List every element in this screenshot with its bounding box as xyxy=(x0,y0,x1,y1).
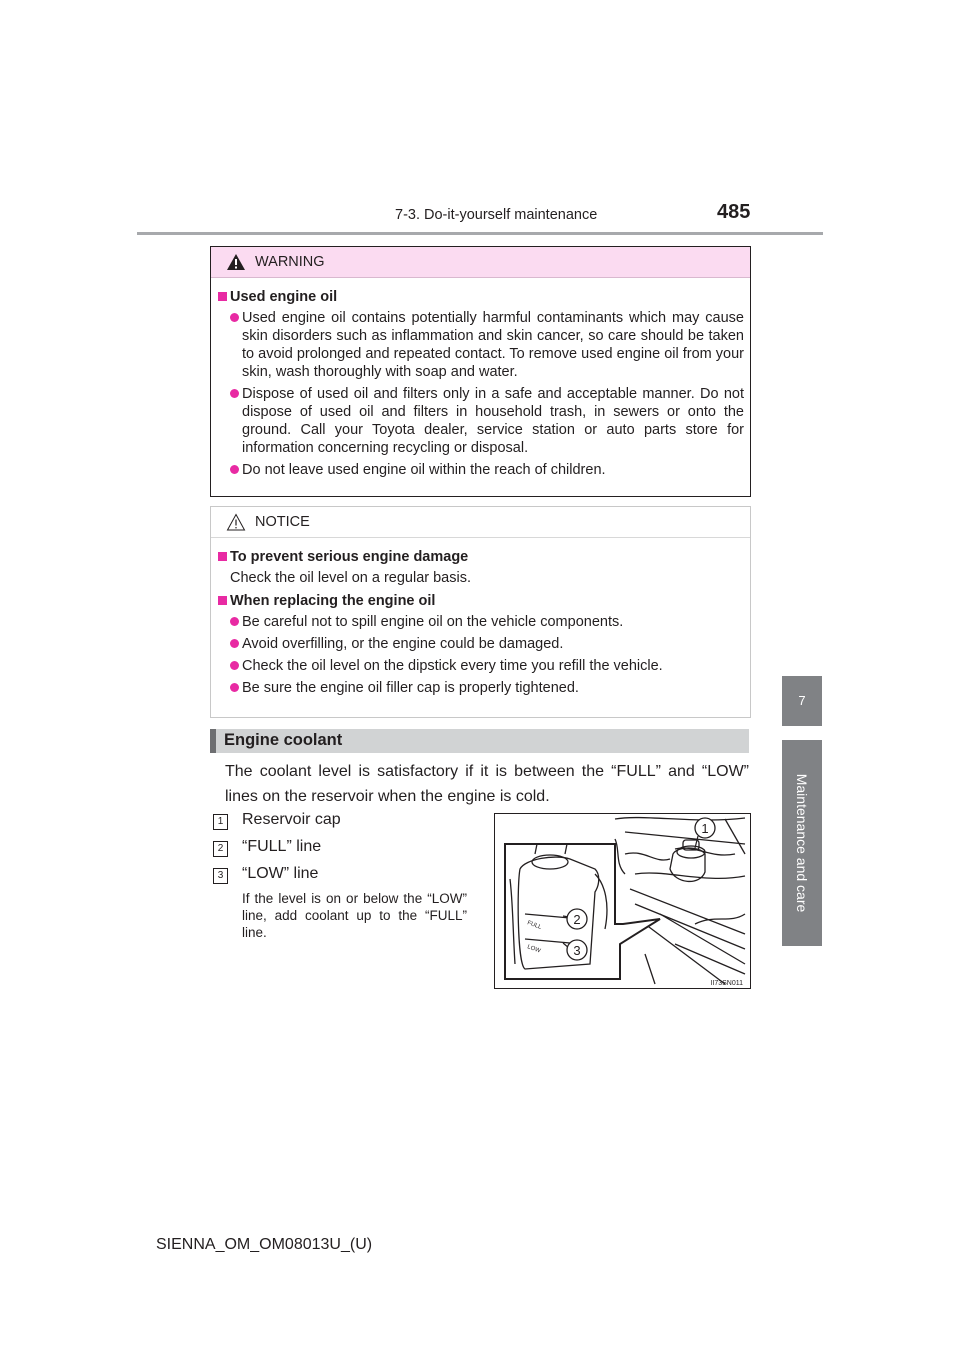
square-bullet-icon xyxy=(218,552,227,561)
bullet-icon xyxy=(230,661,239,670)
callout-1 xyxy=(695,818,715,838)
chapter-tab-number: 7 xyxy=(782,676,822,726)
part-number-badge: 3 xyxy=(213,868,228,884)
part-label: “LOW” line xyxy=(242,865,319,882)
warning-item-text: Dispose of used oil and filters only in a safe and acceptable manner. Do not dispose of used oil and filters in household trash, in sewers or onto the ground. Call your Toyota dealer, service station or auto parts store for information concerning recycling or disposal. xyxy=(242,386,744,456)
part-number-badge: 2 xyxy=(213,841,228,857)
engine-bay-illustration xyxy=(495,814,750,988)
warning-title: WARNING xyxy=(255,254,325,270)
part-number-badge: 1 xyxy=(213,814,228,830)
warning-item xyxy=(218,461,744,479)
bullet-icon xyxy=(230,617,239,626)
coolant-reservoir-figure xyxy=(494,813,751,989)
bullet-icon xyxy=(230,465,239,474)
page-number: 485 xyxy=(717,201,751,223)
coolant-note: If the level is on or below the “LOW” line, add coolant up to the “FULL” line. xyxy=(242,891,467,940)
bullet-icon xyxy=(230,683,239,692)
notice-section-1-text: Check the oil level on a regular basis. xyxy=(230,570,471,586)
notice-item xyxy=(218,657,744,675)
square-bullet-icon xyxy=(218,596,227,605)
figure-code: II73SN011 xyxy=(710,980,743,987)
figure-low-label: LOW xyxy=(526,944,542,955)
part-label: “FULL” line xyxy=(242,838,322,855)
notice-body xyxy=(211,538,750,697)
notice-section-2-title: When replacing the engine oil xyxy=(230,593,436,609)
engine-coolant-heading xyxy=(210,729,749,753)
notice-item xyxy=(218,613,744,631)
warning-section-title: Used engine oil xyxy=(230,289,338,305)
notice-item-text: Avoid overfilling, or the engine could be damaged. xyxy=(242,636,564,652)
bullet-icon xyxy=(230,389,239,398)
notice-section-1-title: To prevent serious engine damage xyxy=(230,549,469,565)
square-bullet-icon xyxy=(218,292,227,301)
warning-item-text: Do not leave used engine oil within the reach of children. xyxy=(242,462,606,478)
figure-full-label: FULL xyxy=(526,920,543,931)
callout-1-label: 1 xyxy=(701,821,709,836)
coolant-paragraph: The coolant level is satisfactory if it is between the “FULL” and “LOW” lines on the reservoir when the engine is cold. xyxy=(225,763,749,805)
heading-bar xyxy=(210,729,216,753)
notice-item-text: Check the oil level on the dipstick every time you refill the vehicle. xyxy=(242,658,663,674)
caution-triangle-icon xyxy=(226,513,246,531)
chapter-tab-label xyxy=(782,740,822,946)
warning-body xyxy=(211,278,750,479)
notice-header xyxy=(211,507,750,538)
warning-box xyxy=(210,246,751,497)
notice-item xyxy=(218,679,744,697)
callout-3 xyxy=(567,940,587,960)
notice-box xyxy=(210,506,751,718)
header-rule xyxy=(137,232,823,235)
notice-title: NOTICE xyxy=(255,514,310,530)
notice-section-2 xyxy=(218,592,744,610)
warning-item xyxy=(218,309,744,381)
notice-item-text: Be sure the engine oil filler cap is properly tightened. xyxy=(242,680,579,696)
callout-2 xyxy=(567,909,587,929)
part-label: Reservoir cap xyxy=(242,811,341,828)
notice-item xyxy=(218,635,744,653)
warning-section xyxy=(218,288,744,306)
engine-coolant-title: Engine coolant xyxy=(224,731,343,749)
callout-2-label: 2 xyxy=(573,912,581,927)
warning-triangle-icon xyxy=(226,253,246,271)
warning-header xyxy=(211,247,750,278)
chapter-tab-text: Maintenance and care xyxy=(794,773,810,913)
notice-section-1 xyxy=(218,548,744,566)
notice-item-text: Be careful not to spill engine oil on the vehicle components. xyxy=(242,614,624,630)
warning-item xyxy=(218,385,744,457)
section-title: 7-3. Do-it-yourself maintenance xyxy=(395,207,598,223)
warning-item-text: Used engine oil contains potentially harmful contaminants which may cause skin disorders such as inflammation and skin cancer, so care should be taken to avoid prolonged and repeated contact. To remove used engine oil from your skin, wash thoroughly with soap and water. xyxy=(242,310,744,380)
bullet-icon xyxy=(230,639,239,648)
bullet-icon xyxy=(230,313,239,322)
document-id: SIENNA_OM_OM08013U_(U) xyxy=(156,1236,373,1253)
callout-3-label: 3 xyxy=(573,943,581,958)
